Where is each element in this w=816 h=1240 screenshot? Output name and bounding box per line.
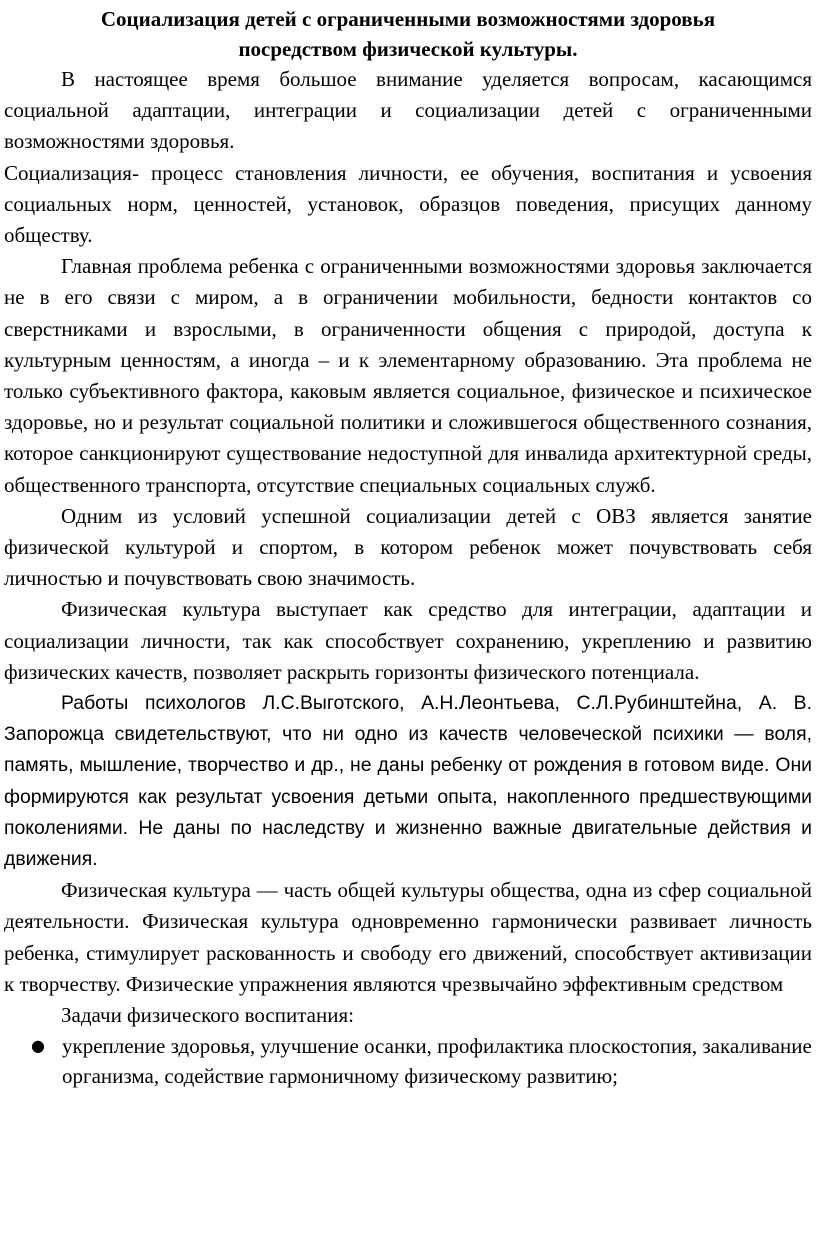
tasks-list	[4, 1031, 812, 1091]
list-item-text: укрепление здоровья, улучшение осанки, профилактика плоскостопия, закаливание организма, содействие гармоничному физическому развитию;	[62, 1034, 812, 1089]
title-line-1: Социализация детей с ограниченными возможностями здоровья	[100, 7, 716, 31]
paragraph-psychologists: Работы психологов Л.С.Выготского, А.Н.Леонтьева, С.Л.Рубинштейна, А. В. Запорожца свидетельствуют, что ни одно из качеств человеческой психики — воля, память, мышление, творчество и др., не даны ребенку от рождения в готовом виде. Они формируются как результат усвоения детьми опыта, накопленного предшествующими поколениями. Не даны по наследству и жизненно важные двигательные действия и движения.	[4, 692, 812, 871]
list-item	[4, 1031, 812, 1091]
paragraph-main-problem: Главная проблема ребенка с ограниченными возможностями здоровья заключается не в его связи с миром, а в ограничении мобильности, бедности контактов со сверстниками и взрослыми, в ограниченности общения с природой, доступа к культурным ценностям, а иногда – и к элементарному образованию. Эта проблема не только субъективного фактора, каковым является социальное, физическое и психическое здоровье, но и результат социальной политики и сложившегося общественного сознания, которое санкционируют существование недоступной для инвалида архитектурной среды, общественного транспорта, отсутствие специальных социальных служб.	[4, 254, 812, 497]
paragraph-physical-culture-part: Физическая культура — часть общей культуры общества, одна из сфер социальной деятельности. Физическая культура одновременно гармонически развивает личность ребенка, стимулирует раскованность и свободу его движений, способствует активизации к творчеству. Физические упражнения являются чрезвычайно эффективным средством	[4, 878, 812, 996]
bullet-icon: ●	[31, 1036, 45, 1056]
tasks-heading: Задачи физического воспитания:	[61, 1003, 354, 1028]
paragraph-intro: В настоящее время большое внимание уделяется вопросам, касающимся социальной адаптации, интеграции и социализации детей с ограниченными возможностями здоровья.	[4, 67, 812, 154]
paragraph-conditions: Одним из условий успешной социализации детей с ОВЗ является занятие физической культурой и спортом, в котором ребенок может почувствовать себя личностью и почувствовать свою значимость.	[4, 503, 812, 591]
paragraph-physical-culture-role: Физическая культура выступает как средство для интеграции, адаптации и социализации личности, так как способствует сохранению, укреплению и развитию физических качеств, позволяет раскрыть горизонты физического потенциала.	[4, 597, 812, 684]
document-title	[4, 4, 812, 64]
paragraph-socialization-definition: Социализация- процесс становления личности, ее обучения, воспитания и усвоения социальных норм, ценностей, установок, образцов поведения, присущих данному обществу.	[4, 160, 812, 248]
title-line-2: посредством физической культуры.	[238, 37, 578, 61]
